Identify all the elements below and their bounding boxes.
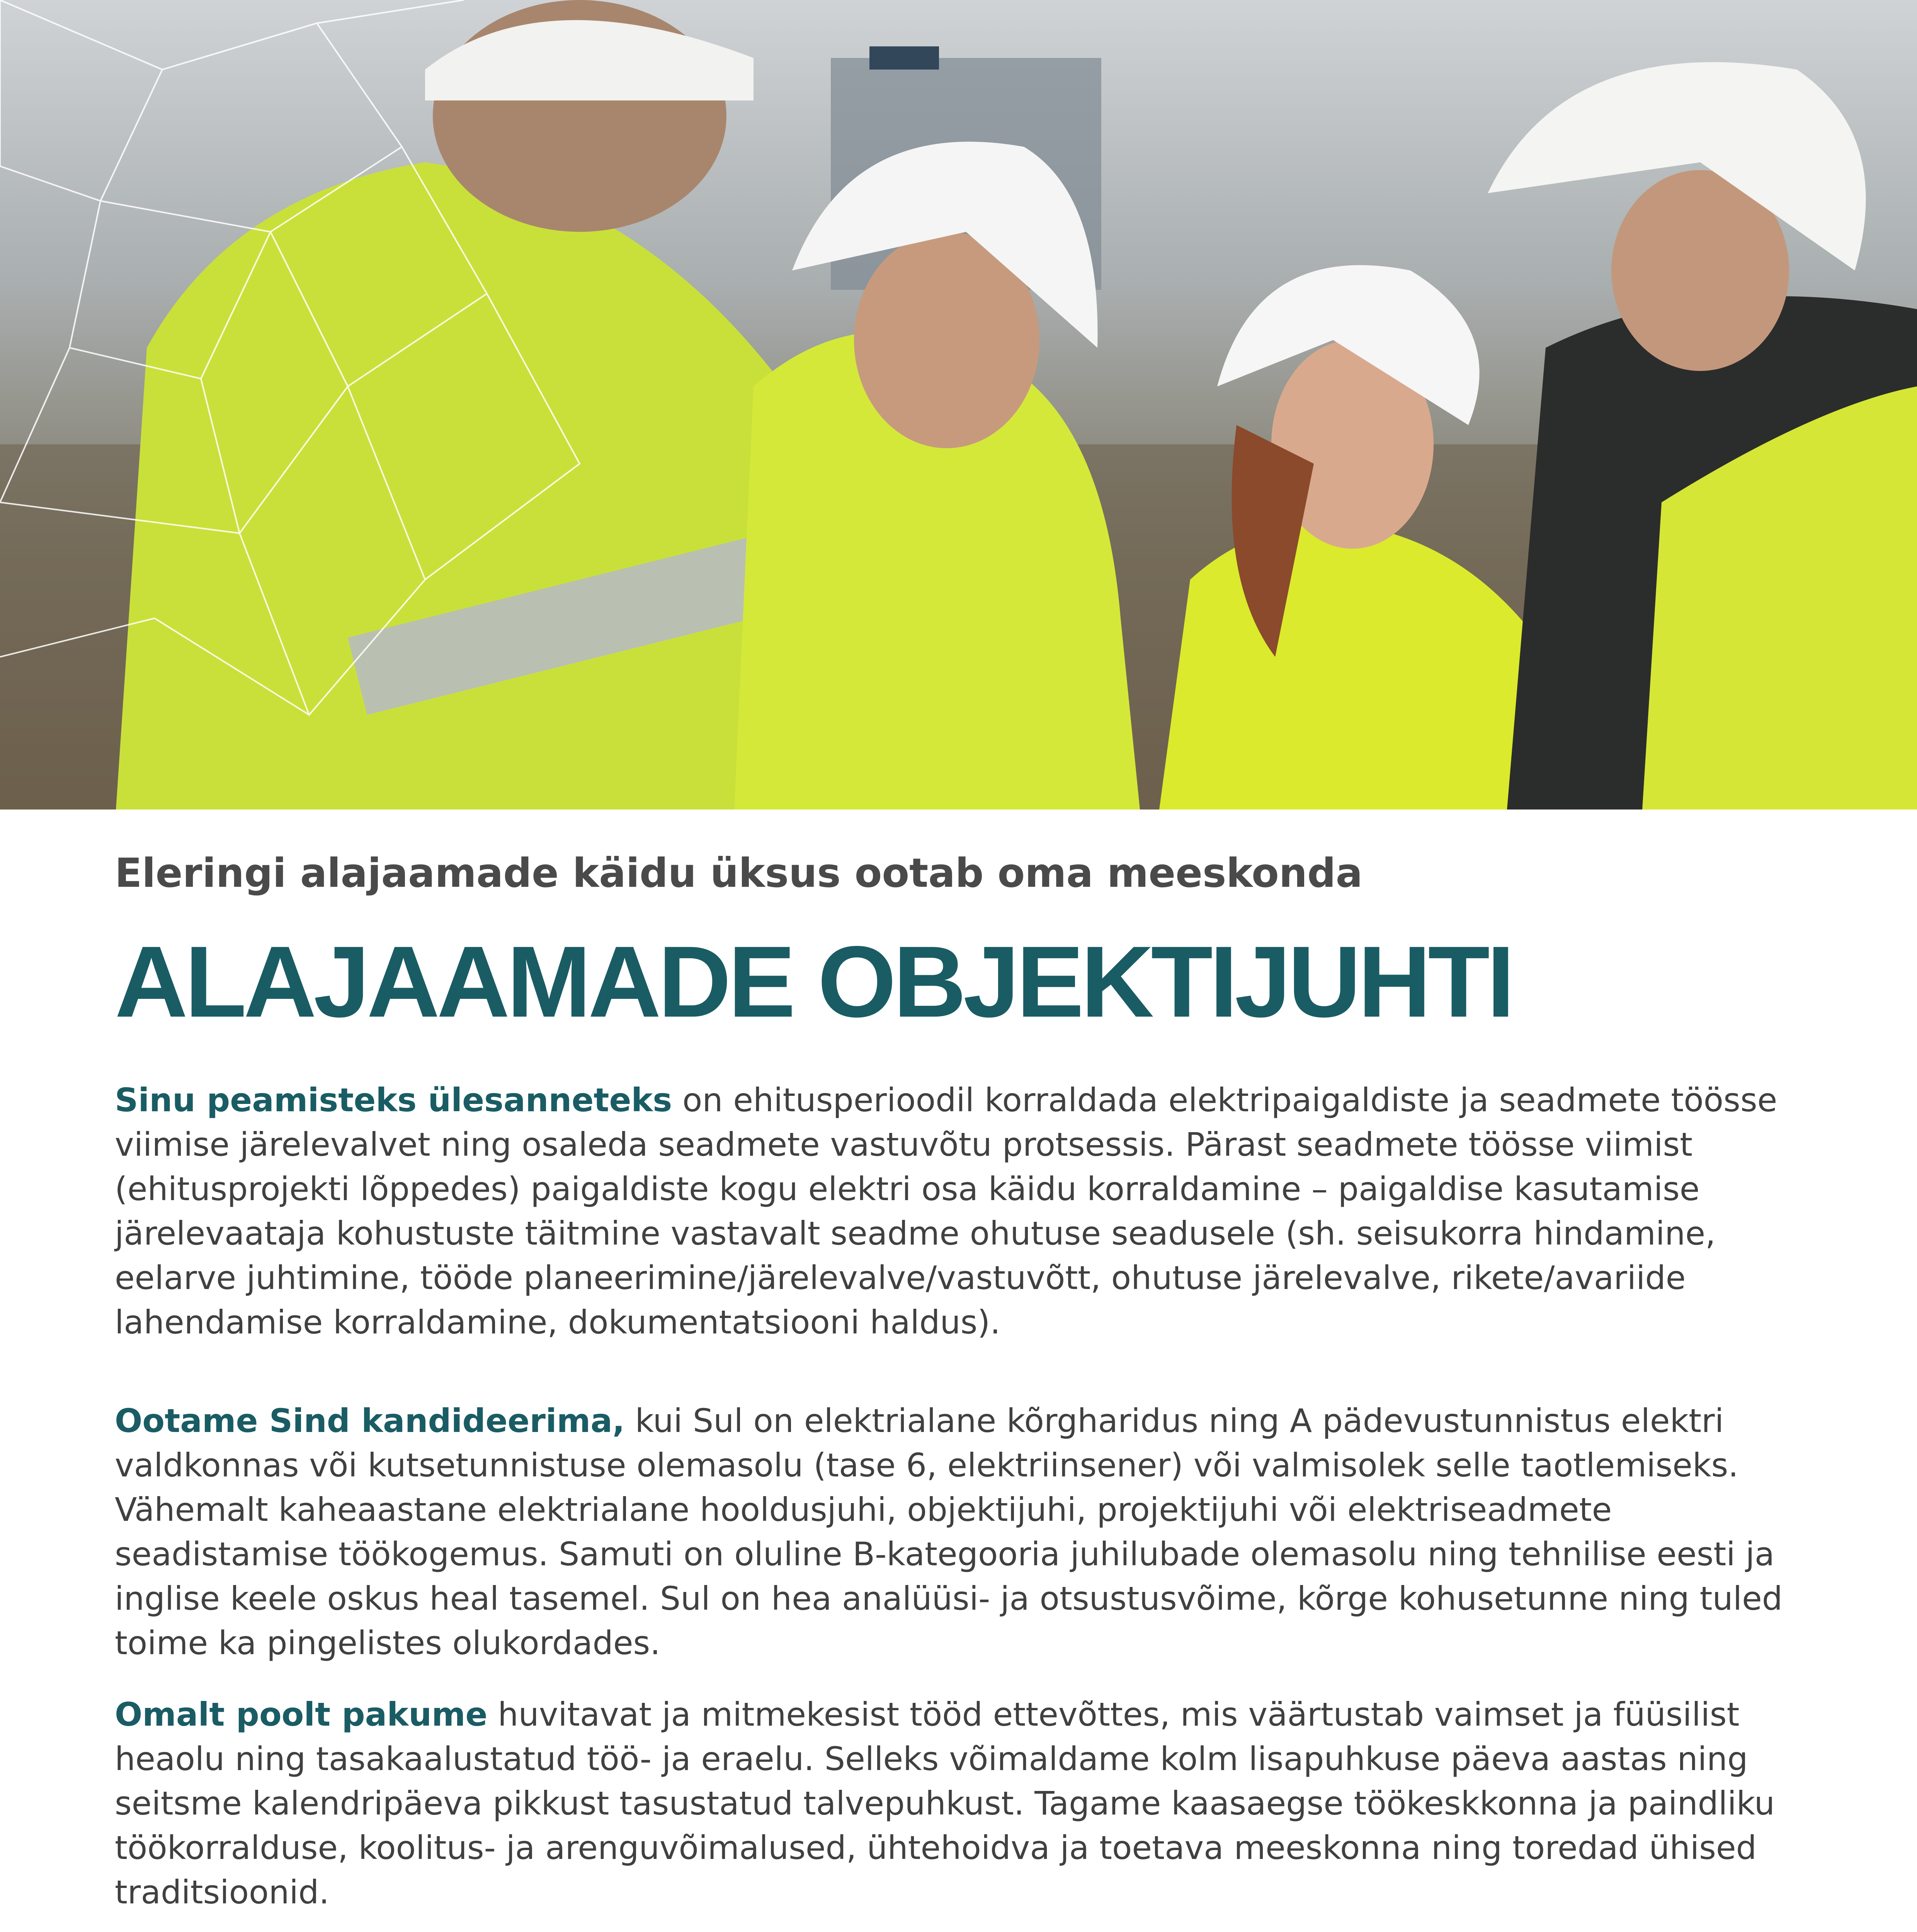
requirements-lead: Ootame Sind kandideerima,	[115, 1402, 625, 1440]
header-photo	[0, 0, 1917, 810]
offer-text: huvitavat ja mitmekesist tööd ettevõttes, mis väärtustab vaimset ja füüsilist heaolu ning tasakaalustatud töö- ja eraelu. Selleks võimaldame kolm lisapuhkuse päeva aastas ning seitsme kalendripäeva pikkust tasustatud talvepuhkust. Tagame kaasaegse töökeskkonna ja paindliku töökorralduse, koolitus- ja arenguvõimalused, ühtehoidva ja toetava meeskonna ning toredad ühised traditsioonid.	[115, 1696, 1775, 1911]
requirements-text: kui Sul on elektrialane kõrgharidus ning A pädevustunnistus elektri valdkonnas või kutsetunnistuse olemasolu (tase 6, elektriinsener) või valmisolek selle taotlemiseks. Vähemalt kaheaastane elektrialane hooldusjuhi, objektijuhi, projektijuhi või elektriseadmete seadistamise töökogemus. Samuti on oluline B-kategooria juhilubade olemasolu ning tehnilise eesti ja inglise keele oskus heal tasemel. Sul on hea analüüsi- ja otsustusvõime, kõrge kohusetunne ning tuled toime ka pingelistes olukordades.	[115, 1402, 1783, 1662]
team-photo-icon	[0, 0, 1917, 810]
offer-paragraph	[115, 1692, 1792, 1915]
offer-lead: Omalt poolt pakume	[115, 1696, 488, 1733]
tasks-lead: Sinu peamisteks ülesanneteks	[115, 1081, 672, 1119]
requirements-paragraph	[115, 1399, 1792, 1665]
page-title: ALAJAAMADE OBJEKTIJUHTI	[115, 925, 1512, 1038]
tasks-text: on ehitusperioodil korraldada elektripaigaldiste ja seadmete töösse viimise järelevalvet ning osaleda seadmete vastuvõtu protsessis. Pärast seadmete töösse viimist (ehitusprojekti lõppedes) paigaldiste kogu elektri osa käidu korraldamine – paigaldise kasutamise järelevaataja kohustuste täitmine vastavalt seadme ohutuse seadusele (sh. seisukorra hindamine, eelarve juhtimine, tööde planeerimine/järelevalve/vastuvõtt, ohutuse järelevalve, rikete/avariide lahendamise korraldamine, dokumentatsiooni haldus).	[115, 1081, 1778, 1341]
tasks-paragraph	[115, 1078, 1792, 1345]
subtitle: Eleringi alajaamade käidu üksus ootab oma meeskonda	[115, 850, 1363, 896]
